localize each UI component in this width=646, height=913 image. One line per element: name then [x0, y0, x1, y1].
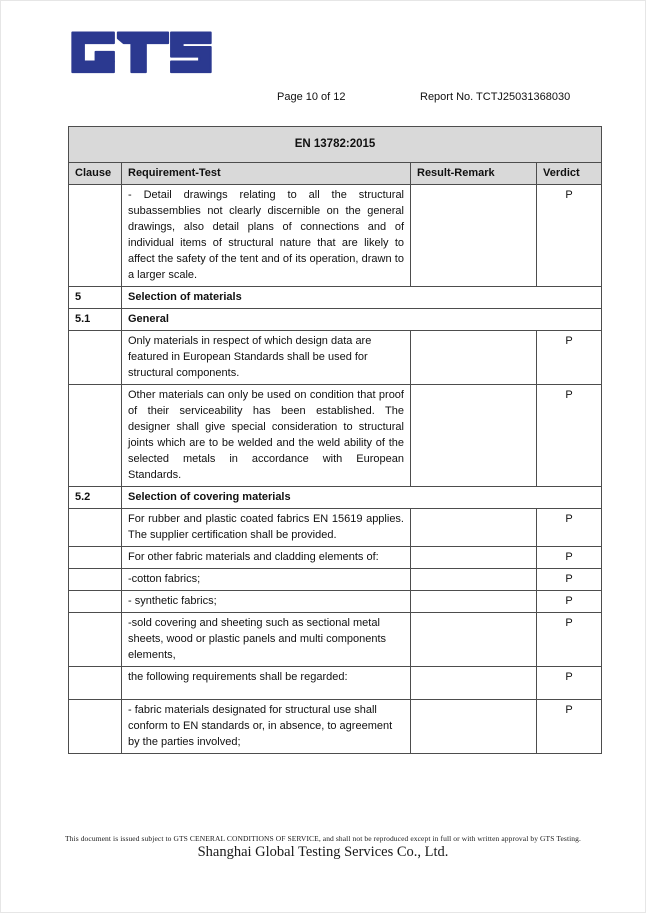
table-row	[69, 700, 602, 754]
verdict-cell: P	[537, 591, 602, 613]
table-row	[69, 613, 602, 667]
result-cell	[411, 569, 537, 591]
standard-title: EN 13782:2015	[69, 127, 602, 163]
clause-cell: 5	[69, 287, 122, 309]
requirement-cell: Selection of materials	[122, 287, 602, 309]
requirement-cell: General	[122, 309, 602, 331]
clause-cell	[69, 185, 122, 287]
result-cell	[411, 613, 537, 667]
footer-company-name: Shanghai Global Testing Services Co., Ltd.	[197, 844, 449, 860]
footer-disclaimer: This document is issued subject to GTS CENERAL CONDITIONS OF SERVICE, and shall not be reproduced except in full or with written approval by GTS Testing.	[65, 834, 581, 843]
requirement-cell: Selection of covering materials	[122, 487, 602, 509]
table-header-row	[69, 163, 602, 185]
verdict-cell: P	[537, 385, 602, 487]
column-header-requirement: Requirement-Test	[122, 163, 411, 185]
column-header-result: Result-Remark	[411, 163, 537, 185]
clause-cell: 5.1	[69, 309, 122, 331]
column-header-verdict: Verdict	[537, 163, 602, 185]
result-cell	[411, 667, 537, 700]
gts-logo-icon	[68, 16, 216, 76]
clause-cell	[69, 700, 122, 754]
result-cell	[411, 185, 537, 287]
table-caption-row	[69, 127, 602, 163]
report-number: Report No. TCTJ25031368030	[420, 91, 571, 103]
requirement-cell: Other materials can only be used on condition that proof of their serviceability has been established. The designer shall give special consideration to structural joints which are to be welded and the weld ability of the selected metals in accordance with European Standards.	[122, 385, 411, 487]
requirement-cell: For rubber and plastic coated fabrics EN 15619 applies. The supplier certification shall be provided.	[122, 509, 411, 547]
clause-cell	[69, 331, 122, 385]
table-row	[69, 591, 602, 613]
verdict-cell: P	[537, 331, 602, 385]
verdict-cell: P	[537, 700, 602, 754]
requirement-cell: -cotton fabrics;	[122, 569, 411, 591]
table-row	[69, 309, 602, 331]
requirement-cell: For other fabric materials and cladding elements of:	[122, 547, 411, 569]
table-row	[69, 331, 602, 385]
table-row	[69, 667, 602, 700]
clause-cell: 5.2	[69, 487, 122, 509]
result-cell	[411, 547, 537, 569]
verdict-cell: P	[537, 509, 602, 547]
clause-cell	[69, 667, 122, 700]
table-row	[69, 287, 602, 309]
verdict-cell: P	[537, 547, 602, 569]
clause-cell	[69, 509, 122, 547]
table-row	[69, 569, 602, 591]
result-cell	[411, 700, 537, 754]
table-row	[69, 385, 602, 487]
column-header-clause: Clause	[69, 163, 122, 185]
table-row	[69, 547, 602, 569]
clause-cell	[69, 569, 122, 591]
verdict-cell: P	[537, 613, 602, 667]
result-cell	[411, 385, 537, 487]
result-cell	[411, 331, 537, 385]
requirement-cell: Only materials in respect of which design data are featured in European Standards shall be used for structural components.	[122, 331, 411, 385]
requirement-cell: -sold covering and sheeting such as sectional metal sheets, wood or plastic panels and multi components elements,	[122, 613, 411, 667]
requirements-table	[68, 126, 602, 754]
verdict-cell: P	[537, 185, 602, 287]
verdict-cell: P	[537, 667, 602, 700]
table-body	[69, 185, 602, 754]
table-row	[69, 509, 602, 547]
clause-cell	[69, 613, 122, 667]
page-footer	[0, 834, 646, 861]
verdict-cell: P	[537, 569, 602, 591]
clause-cell	[69, 591, 122, 613]
table-row	[69, 185, 602, 287]
page-number: Page 10 of 12	[277, 91, 346, 103]
table-row	[69, 487, 602, 509]
requirement-cell: - Detail drawings relating to all the structural subassemblies not clearly discernible on the general drawings, also detail plans of connections and of individual items of structural nature that are likely to affect the safety of the tent and of its operation, drawn to a larger scale.	[122, 185, 411, 287]
requirement-cell: the following requirements shall be regarded:	[122, 667, 411, 700]
requirement-cell: - synthetic fabrics;	[122, 591, 411, 613]
clause-cell	[69, 547, 122, 569]
result-cell	[411, 591, 537, 613]
result-cell	[411, 509, 537, 547]
requirement-cell: - fabric materials designated for structural use shall conform to EN standards or, in absence, to agreement by the parties involved;	[122, 700, 411, 754]
clause-cell	[69, 385, 122, 487]
